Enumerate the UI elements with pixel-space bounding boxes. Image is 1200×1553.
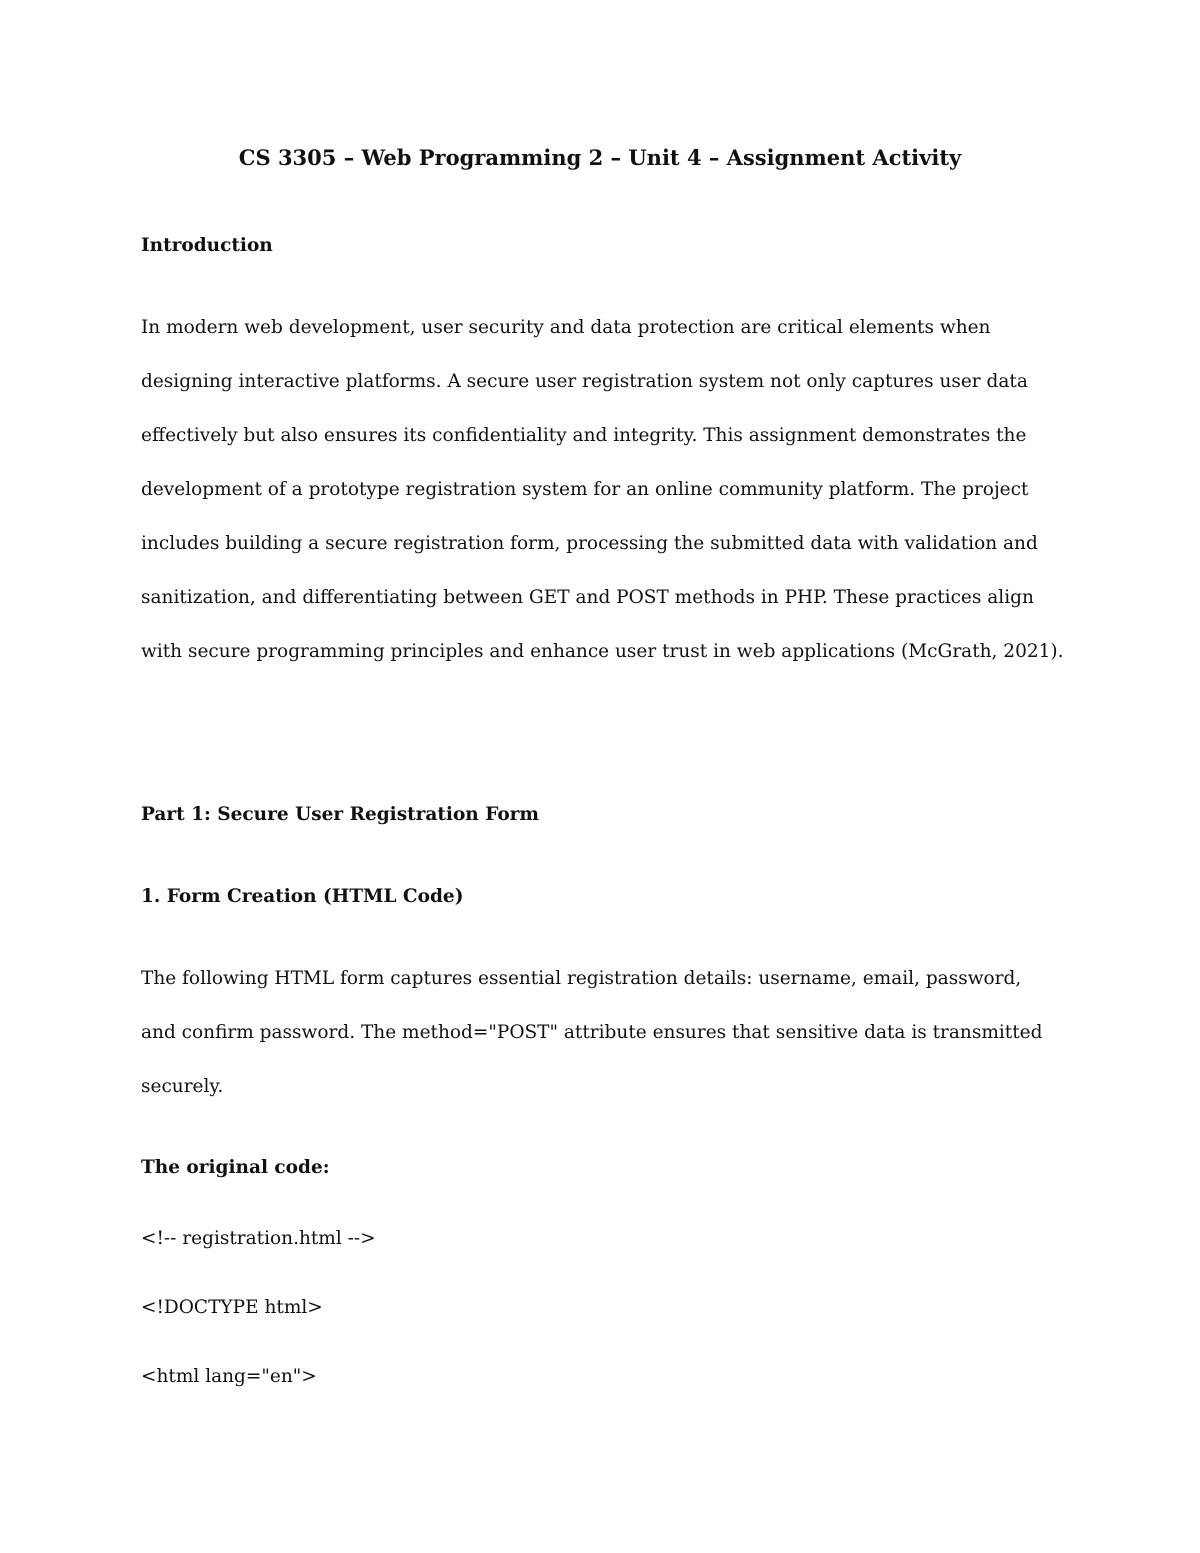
paragraph-line: securely.: [141, 1076, 224, 1097]
part1-heading: Part 1: Secure User Registration Form: [141, 804, 539, 825]
paragraph-line: The following HTML form captures essential registration details: username, email, password,: [141, 968, 1022, 989]
paragraph-line: and confirm password. The method="POST" attribute ensures that sensitive data is transmitted: [141, 1022, 1043, 1043]
original-code-heading: The original code:: [141, 1157, 330, 1178]
code-line: <html lang="en">: [141, 1366, 317, 1387]
introduction-heading: Introduction: [141, 235, 273, 256]
paragraph-line: designing interactive platforms. A secure user registration system not only captures user data: [141, 371, 1028, 392]
paragraph-line: development of a prototype registration system for an online community platform. The project: [141, 479, 1029, 500]
paragraph-line: with secure programming principles and enhance user trust in web applications (McGrath, 2021).: [141, 641, 1064, 662]
paragraph-line: sanitization, and differentiating between GET and POST methods in PHP. These practices align: [141, 587, 1034, 608]
paragraph-line: effectively but also ensures its confidentiality and integrity. This assignment demonstrates the: [141, 425, 1027, 446]
document-title: CS 3305 – Web Programming 2 – Unit 4 – Assignment Activity: [238, 145, 962, 170]
paragraph-line: In modern web development, user security and data protection are critical elements when: [141, 317, 991, 338]
paragraph-line: includes building a secure registration form, processing the submitted data with validation and: [141, 533, 1038, 554]
code-line: <!-- registration.html -->: [141, 1228, 376, 1249]
form-creation-subheading: 1. Form Creation (HTML Code): [141, 886, 464, 907]
code-line: <!DOCTYPE html>: [141, 1297, 323, 1318]
